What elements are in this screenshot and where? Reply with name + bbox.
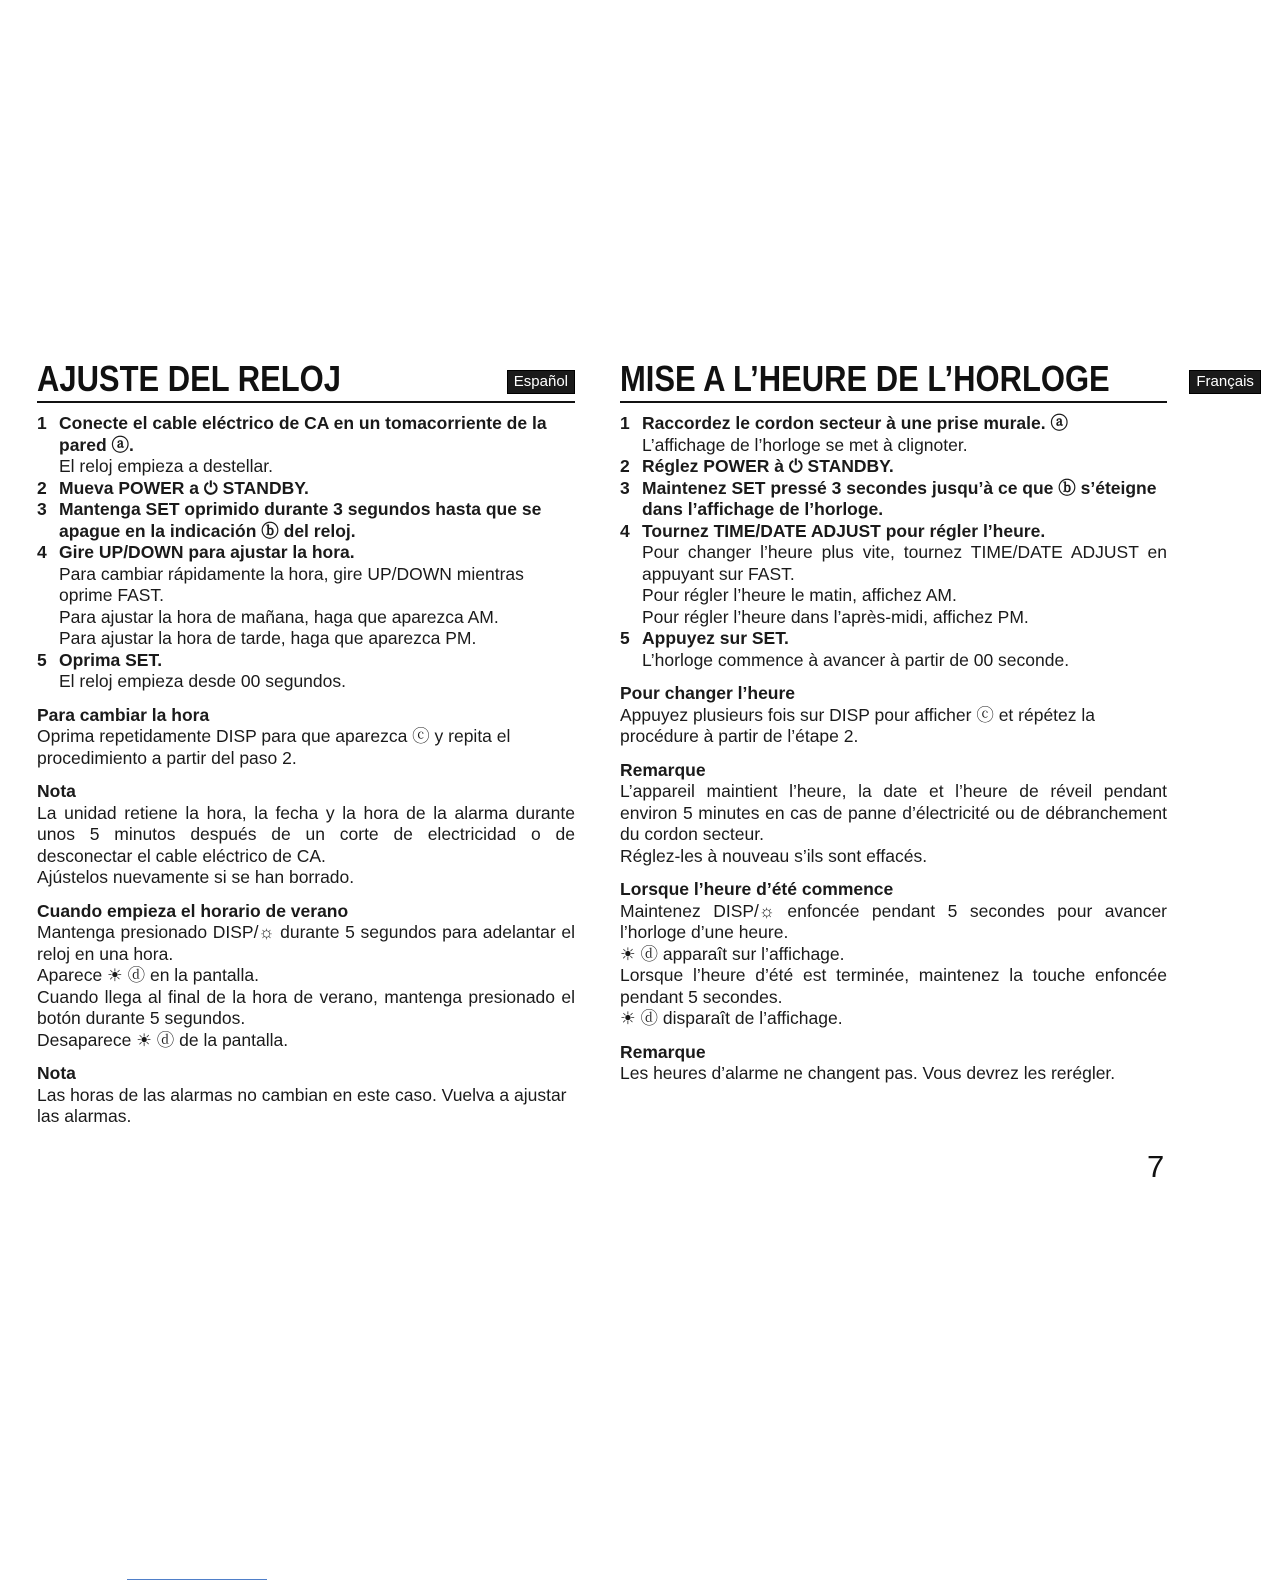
spanish-step-3 — [37, 499, 575, 542]
french-title-bar — [620, 352, 1254, 403]
french-section-remark — [620, 760, 1167, 868]
spanish-title-bar — [37, 352, 575, 403]
spanish-column — [37, 352, 575, 1128]
section-text: ☀ ⓓ disparaît de l’affichage. — [620, 1008, 843, 1028]
step-body: L’affichage de l’horloge se met à clignoter. — [642, 434, 968, 455]
step-heading: Tournez TIME/DATE ADJUST pour régler l’heure. — [642, 520, 1046, 541]
step-body: Pour régler l’heure dans l’après-midi, affichez PM. — [642, 606, 1029, 627]
step-number: 5 — [620, 628, 630, 648]
spanish-step-1 — [37, 413, 575, 478]
section-text: Lorsque l’heure d’été est terminée, maintenez la touche enfoncée pendant 5 secondes. — [620, 965, 1167, 1007]
step-body: Para ajustar la hora de mañana, haga que aparezca AM. — [59, 606, 499, 627]
section-text: Mantenga presionado DISP/☼ durante 5 segundos para adelantar el reloj en una hora. — [37, 922, 575, 964]
step-number: 2 — [620, 456, 630, 476]
section-text: Oprima repetidamente DISP para que aparezca ⓒ y repita el procedimiento a partir del paso 2. — [37, 726, 511, 768]
section-heading: Para cambiar la hora — [37, 704, 210, 725]
step-number: 1 — [37, 413, 47, 433]
section-text: Desaparece ☀ ⓓ de la pantalla. — [37, 1029, 289, 1050]
section-text: Maintenez DISP/☼ enfoncée pendant 5 secondes pour avancer l’horloge d’une heure. — [620, 900, 1167, 942]
spanish-title: AJUSTE DEL RELOJ — [37, 358, 341, 399]
step-number: 5 — [37, 649, 47, 670]
step-number: 4 — [620, 520, 630, 541]
section-text: Réglez-les à nouveau s’ils sont effacés. — [620, 845, 928, 866]
section-text: Aparece ☀ ⓓ en la pantalla. — [37, 965, 259, 985]
step-body: Pour changer l’heure plus vite, tournez TIME/DATE ADJUST en appuyant sur FAST. — [642, 542, 1167, 584]
step-number: 3 — [37, 499, 47, 519]
step-body: El reloj empieza a destellar. — [59, 456, 273, 476]
french-title: MISE A L’HEURE DE L’HORLOGE — [620, 358, 1110, 399]
french-language-badge: Français — [1189, 370, 1261, 394]
step-heading: Mantenga SET oprimido durante 3 segundos hasta que se apague en la indicación ⓑ del reloj. — [59, 499, 542, 541]
section-heading: Nota — [37, 781, 76, 801]
section-heading: Remarque — [620, 1041, 706, 1062]
step-body: L’horloge commence à avancer à partir de 00 seconde. — [642, 649, 1070, 670]
section-heading: Pour changer l’heure — [620, 683, 796, 703]
section-text: Les heures d’alarme ne changent pas. Vous devrez les rerégler. — [620, 1063, 1116, 1083]
step-body: Para cambiar rápidamente la hora, gire UP/DOWN mientras oprime FAST. — [59, 563, 524, 605]
section-text: Cuando llega al final de la hora de verano, mantenga presionado el botón durante 5 segundos. — [37, 986, 575, 1028]
step-heading: Appuyez sur SET. — [642, 628, 789, 648]
spanish-step-5 — [37, 650, 575, 693]
footer-rule — [127, 1579, 267, 1580]
french-step-1 — [620, 413, 1167, 456]
french-step-5 — [620, 628, 1167, 671]
french-step-3 — [620, 478, 1167, 521]
french-section-summer-time — [620, 879, 1167, 1030]
section-text: L’appareil maintient l’heure, la date et l’heure de réveil pendant environ 5 minutes en cas de panne d’électricité ou de débranchement du cordon secteur. — [620, 781, 1167, 844]
section-text: Ajústelos nuevamente si se han borrado. — [37, 867, 355, 887]
spanish-section-change-time — [37, 705, 575, 770]
step-heading: Gire UP/DOWN para ajustar la hora. — [59, 542, 355, 562]
step-heading: Réglez POWER à ⏻ STANDBY. — [642, 456, 894, 476]
french-step-4 — [620, 521, 1167, 629]
step-heading: Oprima SET. — [59, 649, 163, 670]
french-section-remark-2 — [620, 1042, 1167, 1085]
section-text: ☀ ⓓ apparaît sur l’affichage. — [620, 943, 845, 964]
step-number: 1 — [620, 413, 630, 433]
step-number: 2 — [37, 477, 47, 498]
step-heading: Mueva POWER a ⏻ STANDBY. — [59, 477, 309, 498]
spanish-step-2 — [37, 478, 575, 500]
section-heading: Cuando empieza el horario de verano — [37, 900, 349, 921]
section-text: Las horas de las alarmas no cambian en este caso. Vuelva a ajustar las alarmas. — [37, 1084, 567, 1126]
spanish-section-note-2 — [37, 1063, 575, 1128]
section-text: La unidad retiene la hora, la fecha y la hora de la alarma durante unos 5 minutos después de un corte de electricidad o de desconectar el cable eléctrico de CA. — [37, 802, 575, 866]
spanish-language-badge: Español — [507, 370, 575, 394]
step-heading: Raccordez le cordon secteur à une prise murale. ⓐ — [642, 413, 1068, 433]
page-number: 7 — [1147, 1149, 1165, 1184]
step-body: Para ajustar la hora de tarde, haga que aparezca PM. — [59, 628, 477, 648]
section-heading: Lorsque l’heure d’été commence — [620, 879, 894, 899]
spanish-step-4 — [37, 542, 575, 650]
spanish-section-note — [37, 781, 575, 889]
section-heading: Nota — [37, 1063, 76, 1083]
french-column — [620, 352, 1254, 1085]
step-heading: Conecte el cable eléctrico de CA en un tomacorriente de la pared ⓐ. — [59, 413, 547, 455]
step-number: 3 — [620, 477, 630, 498]
spanish-section-daylight-saving — [37, 901, 575, 1052]
step-heading: Maintenez SET pressé 3 secondes jusqu’à ce que ⓑ s’éteigne dans l’affichage de l’horloge. — [642, 477, 1157, 519]
section-text: Appuyez plusieurs fois sur DISP pour afficher ⓒ et répétez la procédure à partir de l’étape 2. — [620, 704, 1096, 746]
step-number: 4 — [37, 542, 47, 562]
french-section-change-time — [620, 683, 1167, 748]
step-body: Pour régler l’heure le matin, affichez AM. — [642, 585, 957, 605]
step-body: El reloj empieza desde 00 segundos. — [59, 671, 346, 691]
french-step-2 — [620, 456, 1167, 478]
section-heading: Remarque — [620, 759, 706, 780]
